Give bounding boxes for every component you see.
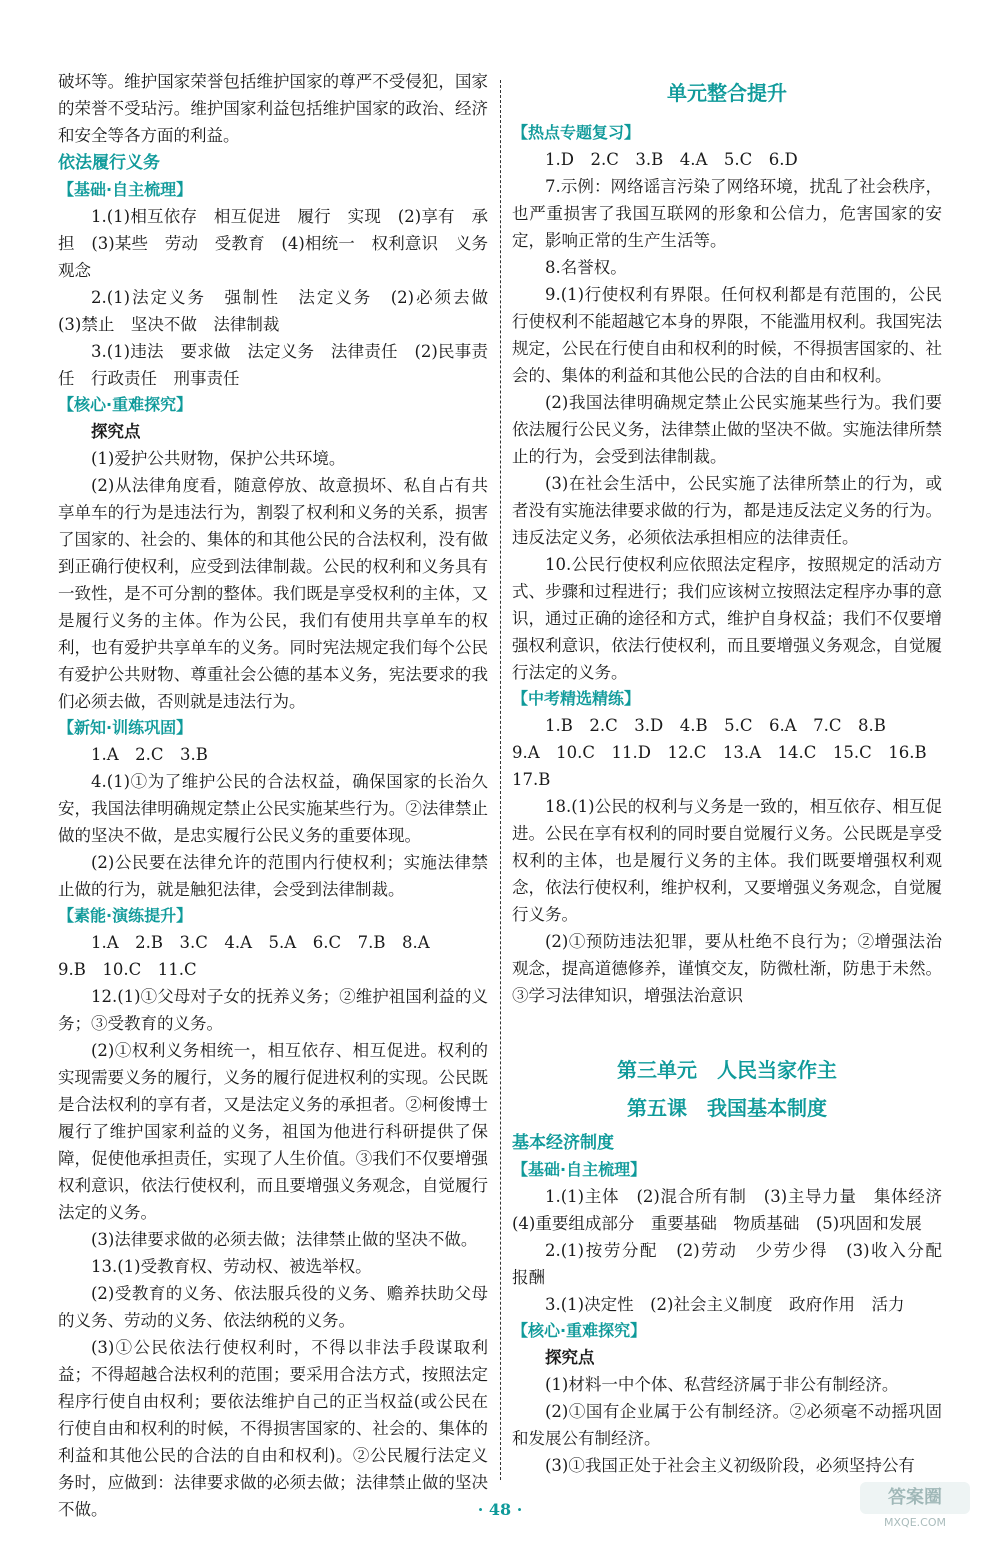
text-paragraph: 13.(1)受教育权、劳动权、被选举权。 xyxy=(91,1257,372,1276)
spacer xyxy=(512,1009,942,1049)
watermark-url: MXQE.COM xyxy=(884,1516,946,1529)
unit-title: 第五课 我国基本制度 xyxy=(627,1096,827,1120)
text-paragraph: (2)①国有企业属于公有制经济。②必须毫不动摇巩固和发展公有制经济。 xyxy=(512,1402,942,1448)
sec-title: 基本经济制度 xyxy=(512,1133,614,1153)
watermark-logo: 答案圈 xyxy=(860,1482,970,1514)
text-paragraph: (2)公民要在法律允许的范围内行使权利；实施法律禁止做的行为，就是触犯法律，会受到法律制裁。 xyxy=(58,853,488,899)
tag: 【核心·重难探究】 xyxy=(512,1321,647,1340)
text-paragraph: (3)①我国正处于社会主义初级阶段，必须坚持公有 xyxy=(545,1456,915,1475)
text-paragraph: 9.(1)行使权利有界限。任何权利都是有范围的，公民行使权利不能超越它本身的界限，不能滥用权利。我国宪法规定，公民在行使自由和权利的时候，不得损害国家的、社会的、集体的利益和其他公民的合法的自由和权利。 xyxy=(512,285,942,385)
text-paragraph: 7.示例：网络谣言污染了网络环境，扰乱了社会秩序，也严重损害了我国互联网的形象和公信力，危害国家的安定，影响正常的生产生活等。 xyxy=(512,177,942,250)
unit-title: 单元整合提升 xyxy=(667,81,787,105)
text-paragraph: 2.(1)按劳分配 (2)劳动 少劳少得 (3)收入分配 报酬 xyxy=(512,1241,959,1287)
unit-title: 第三单元 人民当家作主 xyxy=(617,1058,837,1082)
tag: 【素能·演练提升】 xyxy=(58,906,193,925)
text-paragraph: 4.(1)①为了维护公民的合法权益，确保国家的长治久安，我国法律明确规定禁止公民实施某些行为。②法律禁止做的坚决不做，是忠实履行公民义务的重要体现。 xyxy=(58,772,488,845)
text-paragraph: 1.A 2.C 3.B xyxy=(91,745,208,764)
text-paragraph: 1.B 2.C 3.D 4.B 5.C 6.A 7.C 8.B xyxy=(545,716,886,735)
tag: 【基础·自主梳理】 xyxy=(58,180,193,199)
text-paragraph: (2)我国法律明确规定禁止公民实施某些行为。我们要依法履行公民义务，法律禁止做的坚决不做。实施法律所禁止的行为，会受到法律制裁。 xyxy=(512,393,942,466)
page-number: · 48 · xyxy=(477,1500,523,1519)
tag: 【中考精选精练】 xyxy=(512,689,641,708)
text-paragraph: (3)①公民依法行使权利时，不得以非法手段谋取利益；不得超越合法权利的范围；要采用合法方式，按照法定程序行使自由权利；要依法维护自己的正当权益(或公民在行使自由和权利的时候，不得损害国家的、社会的、集体的利益和其他公民的合法的自由和权利)。②公民履行法定义务时，应做到：法律要求做的必须去做；法律禁止做的坚决不做。 xyxy=(58,1338,488,1519)
text-paragraph: 12.(1)①父母对子女的抚养义务；②维护祖国利益的义务；③受教育的义务。 xyxy=(58,987,488,1033)
text-paragraph: 探究点 xyxy=(91,422,141,441)
text-paragraph: 9.A 10.C 11.D 12.C 13.A 14.C 15.C 16.B xyxy=(512,743,927,762)
text-paragraph: (2)①权利义务相统一，相互依存、相互促进。权利的实现需要义务的履行，义务的履行促进权利的实现。公民既是合法权利的享有者，又是法定义务的承担者。②柯俊博士履行了维护国家利益的义务，祖国为他进行科研提供了保障，促使他承担责任，实现了人生价值。③我们不仅要增强权利意识，依法行使权利，而且要增强义务观念，自觉履行法定的义务。 xyxy=(58,1041,488,1222)
text-paragraph: (1)爱护公共财物，保护公共环境。 xyxy=(91,449,346,468)
text-paragraph: 17.B xyxy=(512,770,551,789)
text-paragraph: 1.(1)主体 (2)混合所有制 (3)主导力量 集体经济 (4)重要组成部分 重要基础 物质基础 (5)巩固和发展 xyxy=(512,1187,959,1233)
text-paragraph: 2.(1)法定义务 强制性 法定义务 (2)必须去做 (3)禁止 坚决不做 法律制裁 xyxy=(58,288,505,334)
text-paragraph: 3.(1)违法 要求做 法定义务 法律责任 (2)民事责任 行政责任 刑事责任 xyxy=(58,342,488,388)
text-paragraph: 18.(1)公民的权利与义务是一致的，相互依存、相互促进。公民在享有权利的同时要自觉履行义务。公民既是享受权利的主体，也是履行义务的主体。我们既要增强权利观念，依法行使权利，维护权利，又要增强义务观念，自觉履行义务。 xyxy=(512,797,942,924)
tag: 【热点专题复习】 xyxy=(512,123,641,142)
text-paragraph: (3)法律要求做的必须去做；法律禁止做的坚决不做。 xyxy=(91,1230,478,1249)
text-paragraph: 1.A 2.B 3.C 4.A 5.A 6.C 7.B 8.A xyxy=(91,933,430,952)
text-paragraph: 3.(1)决定性 (2)社会主义制度 政府作用 活力 xyxy=(545,1295,905,1314)
text-paragraph: 1.(1)相互依存 相互促进 履行 实现 (2)享有 承担 (3)某些 劳动 受教育 (4)相统一 权利意识 义务观念 xyxy=(58,207,488,280)
text-paragraph: (2)受教育的义务、依法服兵役的义务、赡养扶助父母的义务、劳动的义务、依法纳税的义务。 xyxy=(58,1284,488,1330)
text-paragraph: 破坏等。维护国家荣誉包括维护国家的尊严不受侵犯，国家的荣誉不受玷污。维护国家利益包括维护国家的政治、经济和安全等各方面的利益。 xyxy=(58,72,488,145)
tag: 【新知·训练巩固】 xyxy=(58,718,193,737)
text-paragraph: (2)从法律角度看，随意停放、故意损坏、私自占有共享单车的行为是违法行为，割裂了权利和义务的关系，损害了国家的、社会的、集体的和其他公民的合法权利，没有做到正确行使权利，应受到法律制裁。公民的权利和义务具有一致性，是不可分割的整体。我们既是享受权利的主体，又是履行义务的主体。作为公民，我们有使用共享单车的权利，也有爱护共享单车的义务。同时宪法规定我们每个公民有爱护公共财物、尊重社会公德的基本义务，宪法要求的我们必须去做，否则就是违法行为。 xyxy=(58,476,488,711)
text-paragraph: (1)材料一中个体、私营经济属于非公有制经济。 xyxy=(545,1375,899,1394)
text-paragraph: (2)①预防违法犯罪，要从杜绝不良行为；②增强法治观念，提高道德修养，谨慎交友，防微杜渐，防患于未然。③学习法律知识，增强法治意识 xyxy=(512,932,942,1005)
text-paragraph: 1.D 2.C 3.B 4.A 5.C 6.D xyxy=(545,150,798,169)
tag: 【基础·自主梳理】 xyxy=(512,1160,647,1179)
right-column xyxy=(512,68,959,1479)
text-paragraph: (3)在社会生活中，公民实施了法律所禁止的行为，或者没有实施法律要求做的行为，都是违反法定义务的行为。违反法定义务，必须依法承担相应的法律责任。 xyxy=(512,474,942,547)
text-paragraph: 9.B 10.C 11.C xyxy=(58,960,197,979)
column-divider xyxy=(500,80,501,1480)
text-paragraph: 10.公民行使权利应依照法定程序，按照规定的活动方式、步骤和过程进行；我们应该树立按照法定程序办事的意识，通过正确的途径和方式，维护自身权益；我们不仅要增强权利意识，依法行使权利，而且要增强义务观念，自觉履行法定的义务。 xyxy=(512,555,942,682)
text-paragraph: 探究点 xyxy=(545,1348,595,1367)
watermark xyxy=(860,1482,970,1536)
sec-title: 依法履行义务 xyxy=(58,153,160,173)
text-paragraph: 8.名誉权。 xyxy=(545,258,627,277)
tag: 【核心·重难探究】 xyxy=(58,395,193,414)
